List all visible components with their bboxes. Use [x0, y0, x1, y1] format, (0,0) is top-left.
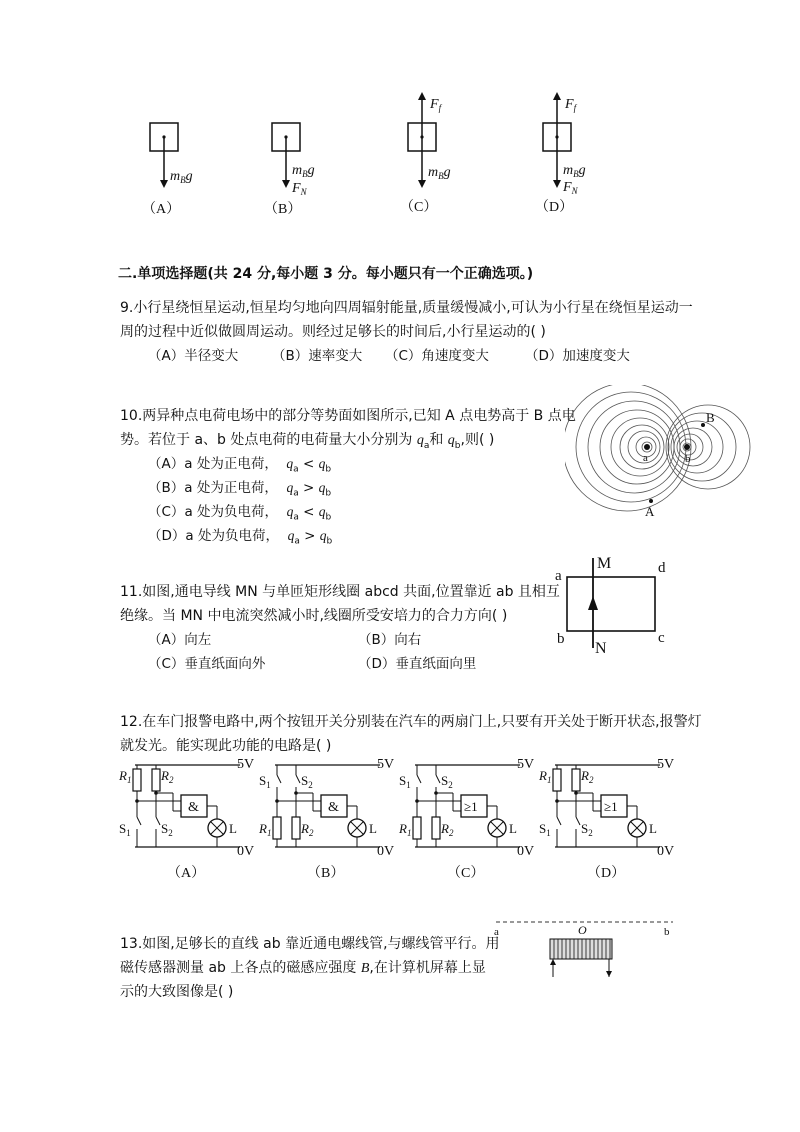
- q11-fig-M: M: [597, 555, 612, 572]
- q10-line2-b: ,则( ): [460, 432, 495, 448]
- sub: a: [293, 488, 299, 499]
- sym: q: [318, 456, 326, 471]
- q12a-0v: 0V: [237, 844, 255, 859]
- q11-option-b[interactable]: （B）向右: [358, 632, 422, 648]
- q10-line2-a: 势。若位于 a、b 处点电荷的电荷量大小分别为: [120, 432, 417, 448]
- q12c-label: （C）: [447, 866, 485, 881]
- q8d-ff: $F_f$: [565, 97, 577, 113]
- q8d-label: （D）: [535, 200, 574, 215]
- q13-line2-b: ,在计算机屏幕上显: [369, 960, 486, 976]
- q8-diagram-a: [142, 123, 193, 217]
- q11-fig-a: a: [555, 568, 562, 584]
- q12b-r2: $R_2$: [301, 821, 314, 838]
- q12c-gate: ≥1: [464, 799, 478, 814]
- q12a-5v: 5V: [237, 757, 255, 772]
- q12d-0v: 0V: [657, 844, 675, 859]
- option-text: a 处为正电荷，: [184, 456, 278, 472]
- q10-equipotential-figure: [565, 385, 765, 525]
- q12-circuit-c: [398, 757, 534, 881]
- q8c-ff: $F_f$: [430, 97, 442, 113]
- q10-qb-sub: b: [454, 440, 461, 451]
- q13-line3: 示的大致图像是( ): [120, 984, 234, 1000]
- q12c-s1: $S_1$: [399, 773, 411, 790]
- q8-force-diagrams: [130, 88, 610, 223]
- q13-fig-O: O: [578, 923, 587, 937]
- sym: q: [318, 504, 326, 519]
- q12b-r1: $R_1$: [259, 821, 272, 838]
- q9-option-a[interactable]: （A）半径变大: [148, 348, 239, 364]
- q12a-s2: $S_2$: [161, 821, 173, 838]
- q13-solenoid-figure: [488, 912, 688, 982]
- q12b-0v: 0V: [377, 844, 395, 859]
- sub: a: [293, 464, 299, 475]
- q13-line2: [120, 956, 486, 981]
- q11-fig-c: c: [658, 630, 665, 646]
- q8-diagram-b: [264, 123, 315, 217]
- sub: b: [325, 488, 332, 499]
- q12a-s1: $S_1$: [119, 821, 131, 838]
- sym: q: [286, 456, 294, 471]
- q9-option-d[interactable]: （D）加速度变大: [525, 348, 630, 364]
- sub: a: [294, 536, 300, 547]
- q10-fig-a: a: [643, 452, 648, 464]
- q12d-r2: $R_2$: [581, 768, 594, 785]
- q11-fig-b: b: [557, 631, 565, 647]
- q8a-mbg: $m_Bg$: [170, 169, 193, 185]
- sym: q: [286, 480, 294, 495]
- q11-wire-loop-figure: [545, 550, 680, 660]
- q12c-r1: $R_1$: [399, 821, 412, 838]
- q10-line1: 10.两异种点电荷电场中的部分等势面如图所示,已知 A 点电势高于 B 点电: [120, 408, 576, 424]
- q12c-0v: 0V: [517, 844, 535, 859]
- q12b-5v: 5V: [377, 757, 395, 772]
- sub: a: [293, 512, 299, 523]
- q8-diagram-c: [400, 96, 451, 215]
- q12-circuits: [115, 755, 685, 890]
- q11-option-c[interactable]: （C）垂直纸面向外: [148, 656, 266, 672]
- q12d-s1: $S_1$: [539, 821, 551, 838]
- q10-fig-B: B: [706, 410, 715, 425]
- sym: q: [319, 528, 327, 543]
- q11-option-d[interactable]: （D）垂直纸面向里: [358, 656, 477, 672]
- option-label: （B）: [148, 480, 185, 496]
- sub: b: [325, 464, 332, 475]
- q12-circuit-d: [538, 757, 674, 881]
- section-title: 二.单项选择题(共 24 分,每小题 3 分。每小题只有一个正确选项。): [118, 266, 534, 282]
- q13-line1: 13.如图,足够长的直线 ab 靠近通电螺线管,与螺线管平行。用: [120, 936, 500, 952]
- q11-fig-N: N: [595, 640, 607, 657]
- relation: <: [303, 504, 315, 520]
- q10-option-d[interactable]: [148, 524, 332, 554]
- q12c-s2: $S_2$: [441, 773, 453, 790]
- q12b-s2: $S_2$: [301, 773, 313, 790]
- q10-qa: q: [416, 433, 424, 448]
- q12a-gate: &: [188, 800, 199, 815]
- q8c-mbg: $m_Bg$: [428, 165, 451, 181]
- q12b-s1: $S_1$: [259, 773, 271, 790]
- q12d-5v: 5V: [657, 757, 675, 772]
- q13-B-symbol: B: [360, 961, 370, 976]
- option-text: a 处为负电荷，: [184, 504, 279, 520]
- q10-qa-sub: a: [423, 440, 430, 451]
- q12d-label: （D）: [587, 866, 626, 881]
- q13-line2-a: 磁传感器测量 ab 上各点的磁感应强度: [120, 960, 361, 976]
- q12-circuit-a: [118, 757, 254, 881]
- option-text: a 处为负电荷，: [185, 528, 279, 544]
- q8c-label: （C）: [400, 200, 438, 215]
- q12a-label: （A）: [167, 866, 206, 881]
- q9-line1: 9.小行星绕恒星运动,恒星均匀地向四周辐射能量,质量缓慢减小,可认为小行星在绕恒星运动一: [120, 300, 693, 316]
- q12c-lamp: L: [509, 821, 517, 836]
- q8a-label: （A）: [142, 202, 181, 217]
- q8b-label: （B）: [264, 202, 302, 217]
- q12d-r1: $R_1$: [539, 768, 552, 785]
- q13-fig-a: a: [494, 926, 499, 938]
- q12b-gate: &: [328, 800, 339, 815]
- q12-line1: 12.在车门报警电路中,两个按钮开关分别装在汽车的两扇门上,只要有开关处于断开状态,报警灯: [120, 714, 702, 730]
- sym: q: [287, 528, 295, 543]
- sub: b: [325, 512, 332, 523]
- q9-option-b[interactable]: （B）速率变大: [272, 348, 363, 364]
- q13-fig-b: b: [664, 926, 670, 938]
- sym: q: [318, 480, 326, 495]
- q12a-lamp: L: [229, 821, 237, 836]
- q8b-mbg: $m_Bg$: [292, 163, 315, 179]
- option-label: （C）: [148, 504, 185, 520]
- option-text: a 处为正电荷，: [184, 480, 278, 496]
- q12a-r1: $R_1$: [119, 768, 132, 785]
- q11-fig-d: d: [658, 560, 666, 576]
- q9-option-c[interactable]: （C）角速度变大: [385, 348, 489, 364]
- q12-line2: 就发光。能实现此功能的电路是( ): [120, 738, 332, 754]
- relation: >: [303, 480, 315, 496]
- q8d-mbg: $m_Bg$: [563, 163, 586, 179]
- q12d-gate: ≥1: [604, 799, 618, 814]
- q11-line1: 11.如图,通电导线 MN 与单匝矩形线圈 abcd 共面,位置靠近 ab 且相互: [120, 584, 560, 600]
- q10-fig-b: b: [685, 453, 691, 465]
- relation: <: [302, 456, 315, 472]
- q12c-5v: 5V: [517, 757, 535, 772]
- q11-option-a[interactable]: （A）向左: [148, 632, 212, 648]
- q12c-r2: $R_2$: [441, 821, 454, 838]
- relation: >: [304, 528, 316, 544]
- q8d-fn: $F_N$: [563, 180, 578, 196]
- sym: q: [286, 504, 294, 519]
- q12a-r2: $R_2$: [161, 768, 174, 785]
- sub: b: [326, 536, 333, 547]
- q12b-label: （B）: [307, 866, 345, 881]
- q10-fig-A: A: [645, 504, 655, 519]
- option-label: （A）: [148, 456, 185, 472]
- q11-line2: 绝缘。当 MN 中电流突然减小时,线圈所受安培力的合力方向( ): [120, 608, 508, 624]
- q12d-s2: $S_2$: [581, 821, 593, 838]
- q10-and: 和: [429, 432, 448, 448]
- q12d-lamp: L: [649, 821, 657, 836]
- option-label: （D）: [148, 528, 186, 544]
- q10-qb: q: [447, 433, 455, 448]
- q8b-fn: $F_N$: [292, 181, 307, 197]
- q12-circuit-b: [258, 757, 394, 881]
- q8-diagram-d: [535, 96, 586, 215]
- q12b-lamp: L: [369, 821, 377, 836]
- q9-line2: 周的过程中近似做圆周运动。则经过足够长的时间后,小行星运动的( ): [120, 324, 546, 340]
